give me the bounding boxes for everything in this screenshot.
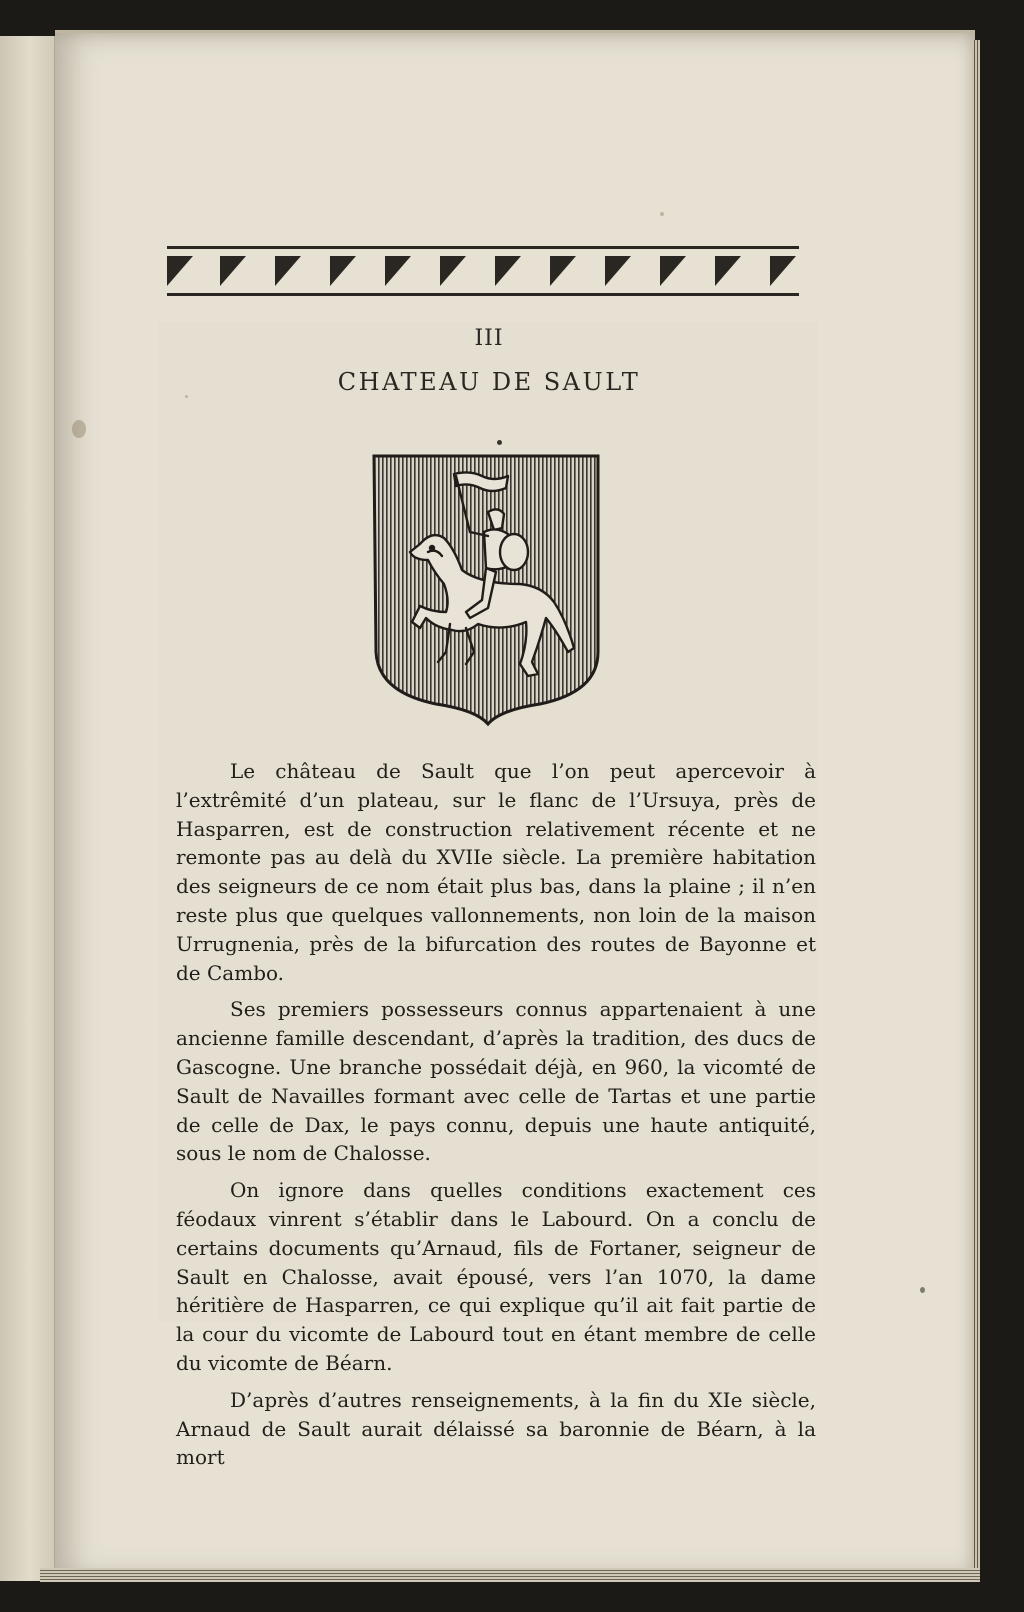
paragraph: D’après d’autres renseignements, à la fin du XIe siècle, Arnaud de Sault aurait délaissé sa baronnie de Béarn, à la mort — [176, 1387, 816, 1470]
coat-of-arms-horseman-icon — [370, 452, 606, 728]
paragraph: On ignore dans quelles conditions exactement ces féodaux vinrent s’établir dans le Labourd. On a conclu de certains documents qu’Arnaud, fils de Fortaner, seigneur de Sault en Chalosse, avait épousé, vers l’an 1070, la dame héritière de Hasparren, ce qui explique qu’il ait fait partie de la cour du vicomte de Labourd tout en étant membre de celle du vicomte de Béarn. — [176, 1178, 816, 1375]
chapter-title: CHATEAU DE SAULT — [337, 368, 641, 396]
triangle-frieze-icon — [167, 246, 799, 298]
paragraph: Ses premiers possesseurs connus appartenaient à une ancienne famille descendant, d’après la tradition, des ducs de Gascogne. Une branche possédait déjà, en 960, la vicomté de Sault de Navailles formant avec celle de Tartas et une partie de celle de Dax, le pays connu, depuis une haute antiquité, sous le nom de Chalosse. — [176, 997, 816, 1166]
header-ornament — [167, 246, 799, 298]
body-text — [176, 757, 816, 1480]
paragraph: Le château de Sault que l’on peut apercevoir à l’extrêmité d’un plateau, sur le flanc de l’Ursuya, près de Hasparren, est de construction relativement récente et ne remonte pas au delà du XVIIe siècle. La première habitation des seigneurs de ce nom était plus bas, dans la plaine ; il n’en reste plus que quelques vallonnements, non loin de la maison Urrugnenia, près de la bifurcation des routes de Bayonne et de Cambo. — [176, 759, 816, 985]
dot-ornament — [497, 440, 502, 445]
page-stack-bottom-edge — [40, 1568, 980, 1582]
chapter-number: III — [474, 326, 504, 351]
page-stack-right-edge — [972, 40, 980, 1576]
